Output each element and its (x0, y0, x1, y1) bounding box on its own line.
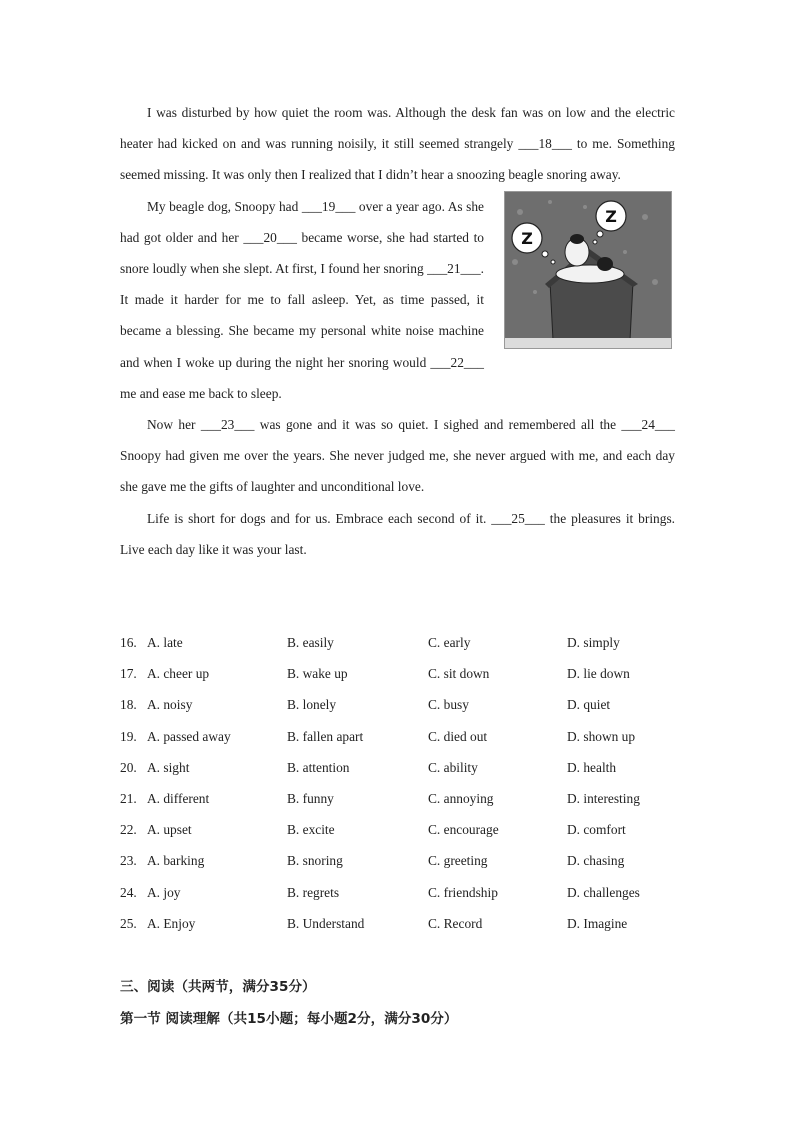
question-number: 17. (120, 666, 137, 682)
option-d: D. quiet (567, 697, 611, 713)
option-b: B. regrets (287, 884, 340, 900)
question-number: 19. (120, 728, 137, 744)
option-c: C. sit down (428, 666, 490, 682)
sleeping-dog-illustration (504, 191, 672, 349)
question-number: 21. (120, 790, 137, 806)
paragraph-4: Life is short for dogs and for us. Embrace each second of it. ___25___ the pleasures it brings. Live each day like it was your last. (120, 510, 675, 557)
option-d: D. comfort (567, 822, 626, 838)
option-d: D. shown up (567, 728, 636, 744)
option-c: C. encourage (428, 822, 499, 838)
option-c: C. annoying (428, 790, 494, 806)
option-row (120, 689, 680, 720)
question-number: 18. (120, 697, 137, 713)
option-d: D. simply (567, 635, 620, 650)
paragraph-2: My beagle dog, Snoopy had ___19___ over a year ago. As she had got older and her ___20___ became worse, she had started to snore loudly when she slept. At first, I found her snoring ___21___. It made it harder for me to fall asleep. Yet, as time passed, it became a blessing. She became my personal white noise machine and when I woke up during the night her snoring would ___22___ me and ease me back to sleep. (120, 198, 484, 401)
option-c: C. died out (428, 728, 488, 744)
option-c: C. friendship (428, 884, 498, 900)
option-c: C. early (428, 635, 471, 650)
question-number: 24. (120, 884, 137, 900)
option-row (120, 877, 680, 908)
option-a: A. sight (147, 759, 190, 775)
option-a: A. upset (147, 822, 192, 838)
question-number: 20. (120, 759, 137, 775)
option-b: B. wake up (287, 666, 348, 682)
option-a: A. barking (147, 853, 205, 869)
option-row (120, 752, 680, 783)
option-row (120, 845, 680, 876)
option-a: A. Enjoy (147, 915, 196, 931)
option-d: D. interesting (567, 790, 640, 806)
option-b: B. snoring (287, 853, 343, 869)
option-a: A. cheer up (147, 666, 210, 682)
option-b: B. excite (287, 822, 335, 838)
option-b: B. funny (287, 790, 334, 806)
option-b: B. lonely (287, 697, 337, 713)
option-b: B. easily (287, 635, 334, 650)
option-c: C. greeting (428, 853, 488, 869)
paragraph-1: I was disturbed by how quiet the room was. Although the desk fan was on low and the electric heater had kicked on and was running noisily, it still seemed strangely ___18___ to me. Something seemed missing. It was only then I realized that I didn’t hear a snoozing beagle snoring away. (120, 105, 675, 183)
question-number: 16. (120, 635, 137, 650)
paragraph-2-with-figure (120, 191, 675, 409)
passage (120, 97, 675, 565)
option-c: C. busy (428, 697, 469, 713)
option-row (120, 721, 680, 752)
option-a: A. noisy (147, 697, 193, 713)
option-row (120, 627, 680, 658)
option-a: A. different (147, 790, 210, 806)
bubble-left-letter: Z (521, 228, 533, 248)
option-a: A. joy (147, 884, 181, 900)
option-d: D. challenges (567, 884, 640, 900)
bubble-right-letter: Z (605, 206, 617, 226)
option-b: B. fallen apart (287, 728, 364, 744)
option-d: D. chasing (567, 853, 625, 869)
option-row (120, 908, 680, 939)
option-b: B. Understand (287, 915, 365, 931)
option-d: D. Imagine (567, 915, 628, 931)
option-row (120, 783, 680, 814)
option-row (120, 658, 680, 689)
option-row (120, 814, 680, 845)
option-b: B. attention (287, 759, 350, 775)
option-a: A. passed away (147, 728, 231, 744)
option-d: D. health (567, 759, 617, 775)
option-a: A. late (147, 635, 183, 650)
option-c: C. Record (428, 915, 483, 931)
reading-section-title: 三、阅读（共两节，满分35分） (120, 979, 316, 995)
question-number: 23. (120, 853, 137, 869)
option-c: C. ability (428, 759, 478, 775)
option-d: D. lie down (567, 666, 630, 682)
question-number: 25. (120, 915, 137, 931)
paragraph-3: Now her ___23___ was gone and it was so quiet. I sighed and remembered all the ___24___ Snoopy had given me over the years. She never judged me, she never argued with me, and each day she gave me the gifts of laughter and unconditional love. (120, 417, 675, 495)
sleeping-dog-drawing (505, 192, 671, 348)
question-number: 22. (120, 822, 137, 838)
reading-part1-title: 第一节 阅读理解（共15小题；每小题2分，满分30分） (120, 1011, 458, 1027)
answer-options (120, 627, 680, 939)
